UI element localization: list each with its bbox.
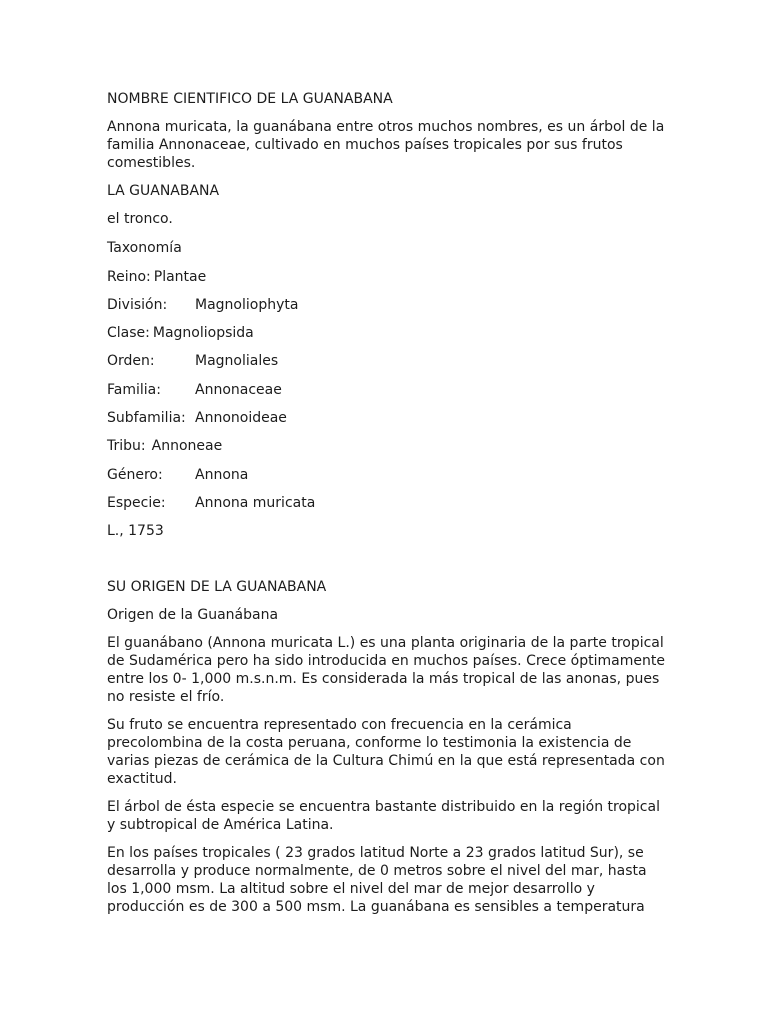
taxonomy-row-reino (107, 268, 667, 286)
heading-scientific-name: NOMBRE CIENTIFICO DE LA GUANABANA (107, 91, 393, 107)
paragraph-line: precolombina de la costa peruana, conforme lo testimonia la existencia de (107, 735, 632, 752)
origin-paragraph-4 (107, 844, 667, 916)
taxonomy-value: Plantae (153, 268, 207, 285)
taxonomy-value: Annona muricata (195, 494, 316, 511)
origin-paragraph-1 (107, 634, 667, 706)
origin-paragraph-3 (107, 798, 667, 834)
trunk-text: el tronco. (107, 211, 173, 227)
taxonomy-authority: L., 1753 (107, 523, 164, 540)
taxonomy-label: Subfamilia: (107, 409, 186, 426)
paragraph-line: Su fruto se encuentra representado con frecuencia en la cerámica (107, 717, 572, 734)
taxonomy-title: Taxonomía (107, 240, 182, 256)
taxonomy-label: Orden: (107, 353, 155, 370)
heading-origin: SU ORIGEN DE LA GUANABANA (107, 579, 327, 596)
paragraph-line: no resiste el frío. (107, 689, 225, 706)
origin-paragraph-2 (107, 716, 667, 788)
paragraph-line: de Sudamérica pero ha sido introducida en muchos países. Crece óptimamente (107, 653, 665, 670)
taxonomy-label: Tribu: (107, 438, 146, 455)
taxonomy-row-division (107, 296, 667, 314)
taxonomy-value: Annonoideae (195, 409, 287, 426)
paragraph-line: y subtropical de América Latina. (107, 817, 334, 834)
intro-line: Annona muricata, la guanábana entre otros muchos nombres, es un árbol de la (107, 119, 665, 135)
taxonomy-value: Magnoliophyta (195, 296, 299, 313)
paragraph-line: varias piezas de cerámica de la Cultura Chimú en la que está representada con (107, 753, 665, 770)
subheading-la-guanabana: LA GUANABANA (107, 183, 220, 199)
taxonomy-label: División: (107, 296, 168, 313)
taxonomy-row-orden (107, 352, 667, 370)
taxonomy-label: Género: (107, 466, 163, 483)
paragraph-line: El guanábano (Annona muricata L.) es una planta originaria de la parte tropical (107, 635, 664, 652)
taxonomy-row-especie (107, 494, 667, 512)
paragraph-line: exactitud. (107, 771, 178, 788)
paragraph-line: desarrolla y produce normalmente, de 0 metros sobre el nivel del mar, hasta (107, 863, 647, 880)
taxonomy-value: Magnoliales (195, 353, 279, 370)
taxonomy-row-genero (107, 466, 667, 484)
taxonomy-label: Familia: (107, 381, 161, 398)
taxonomy-value: Annoneae (151, 438, 223, 455)
taxonomy-row-tribu (107, 437, 667, 455)
taxonomy-label: Clase: (107, 325, 150, 342)
paragraph-line: En los países tropicales ( 23 grados latitud Norte a 23 grados latitud Sur), se (107, 845, 644, 862)
taxonomy-value: Magnoliopsida (152, 325, 254, 342)
paragraph-line: entre los 0- 1,000 m.s.n.m. Es considerada la más tropical de las anonas, pues (107, 671, 660, 688)
paragraph-line: El árbol de ésta especie se encuentra bastante distribuido en la región tropical (107, 799, 660, 816)
intro-line: familia Annonaceae, cultivado en muchos países tropicales por sus frutos (107, 137, 623, 153)
paragraph-line: los 1,000 msm. La altitud sobre el nivel del mar de mejor desarrollo y (107, 881, 595, 898)
taxonomy-row-subfamilia (107, 409, 667, 427)
taxonomy-label: Reino: (107, 268, 151, 285)
intro-paragraph (107, 118, 667, 172)
intro-line: comestibles. (107, 155, 196, 171)
document-page (107, 90, 667, 926)
origin-title: Origen de la Guanábana (107, 607, 279, 624)
taxonomy-value: Annona (195, 466, 249, 483)
taxonomy-row-familia (107, 381, 667, 399)
taxonomy-value: Annonaceae (195, 381, 282, 398)
paragraph-line: producción es de 300 a 500 msm. La guanábana es sensibles a temperatura (107, 899, 645, 916)
taxonomy-row-clase (107, 324, 667, 342)
taxonomy-label: Especie: (107, 494, 166, 511)
